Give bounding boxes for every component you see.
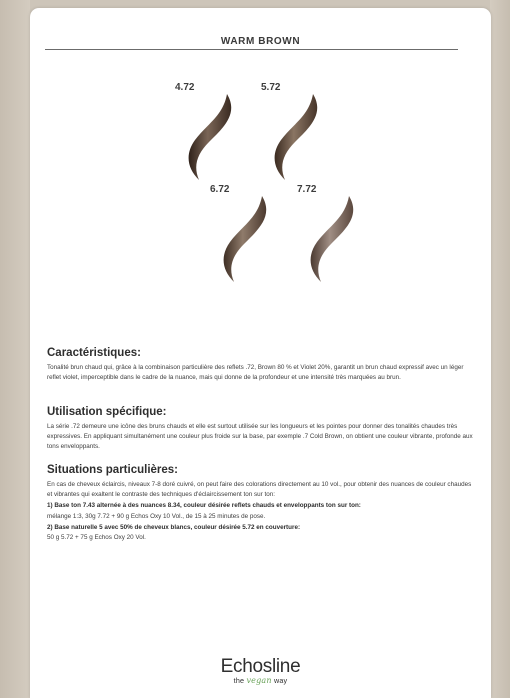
hair-swatch-2 xyxy=(261,82,331,182)
page-title: WARM BROWN xyxy=(220,36,301,47)
section-special-situations xyxy=(47,464,474,543)
section-heading: Situations particulières: xyxy=(47,464,179,476)
brand-logo xyxy=(30,656,491,685)
tagline-way: way xyxy=(273,676,288,685)
situation-item-1-text: mélange 1:3, 30g 7.72 + 90 g Echos Oxy 10 Vol., de 15 à 25 minutes de pose. xyxy=(47,512,266,520)
document-sheet xyxy=(30,8,491,698)
section-specific-use xyxy=(47,406,474,453)
title-divider xyxy=(45,49,458,50)
section-text: Tonalité brun chaud qui, grâce à la combinaison particulière des reflets .72, Brown 80 % et Violet 20%, garantit un brun chaud expressif avec un léger reflet violet, imperceptible dans le cadre de la nuance, mais qui donne de la profondeur et une intensité très marquées au brun. xyxy=(47,364,464,382)
swatch-label: 7.72 xyxy=(297,184,317,195)
background-left xyxy=(0,0,30,698)
hair-lock-icon xyxy=(183,92,241,182)
background-right xyxy=(490,0,510,698)
swatch-label: 4.72 xyxy=(175,82,195,93)
situation-item-1-title: 1) Base ton 7.43 alternée à des nuances 8.34, couleur désirée reflets chauds et enveloppants ton sur ton: xyxy=(47,502,361,510)
tagline-the: the xyxy=(233,676,245,685)
section-heading: Utilisation spécifique: xyxy=(47,406,167,418)
section-heading: Caractéristiques: xyxy=(47,347,141,359)
section-characteristics xyxy=(47,347,474,383)
hair-swatch-1 xyxy=(175,82,245,182)
situation-item-2-title: 2) Base naturelle 5 avec 50% de cheveux blancs, couleur désirée 5.72 en couverture: xyxy=(47,523,301,531)
hair-lock-icon xyxy=(305,194,363,284)
situation-item-2-text: 50 g 5.72 + 75 g Echos Oxy 20 Vol. xyxy=(47,534,146,542)
section-intro: En cas de cheveux éclaircis, niveaux 7-8 doré cuivré, on peut faire des colorations directement au 10 vol., pour obtenir des nuances de couleur chaudes et vibrantes qui exaltent le contraste des techniques d'éclaircissement ton sur ton: xyxy=(47,481,472,499)
brand-tagline xyxy=(30,676,491,685)
swatch-label: 5.72 xyxy=(261,82,281,93)
situation-item-2 xyxy=(47,523,474,543)
hair-lock-icon xyxy=(269,92,327,182)
section-text: La série .72 demeure une icône des bruns chauds et elle est surtout utilisée sur les longueurs et les pointes pour donner des tonalités chaudes très expressives. En appliquant simultanément une couleur plus froide sur la base, par exemple .7 Cold Brown, on obtient une couleur vibrante, profonde aux tons enveloppants. xyxy=(47,423,473,451)
hair-lock-icon xyxy=(218,194,276,284)
hair-swatch-3 xyxy=(210,184,280,284)
brand-name: Echosline xyxy=(220,656,301,677)
hair-swatch-4 xyxy=(297,184,367,284)
tagline-vegan: vegan xyxy=(246,676,272,685)
situation-item-1 xyxy=(47,501,474,521)
swatch-label: 6.72 xyxy=(210,184,230,195)
